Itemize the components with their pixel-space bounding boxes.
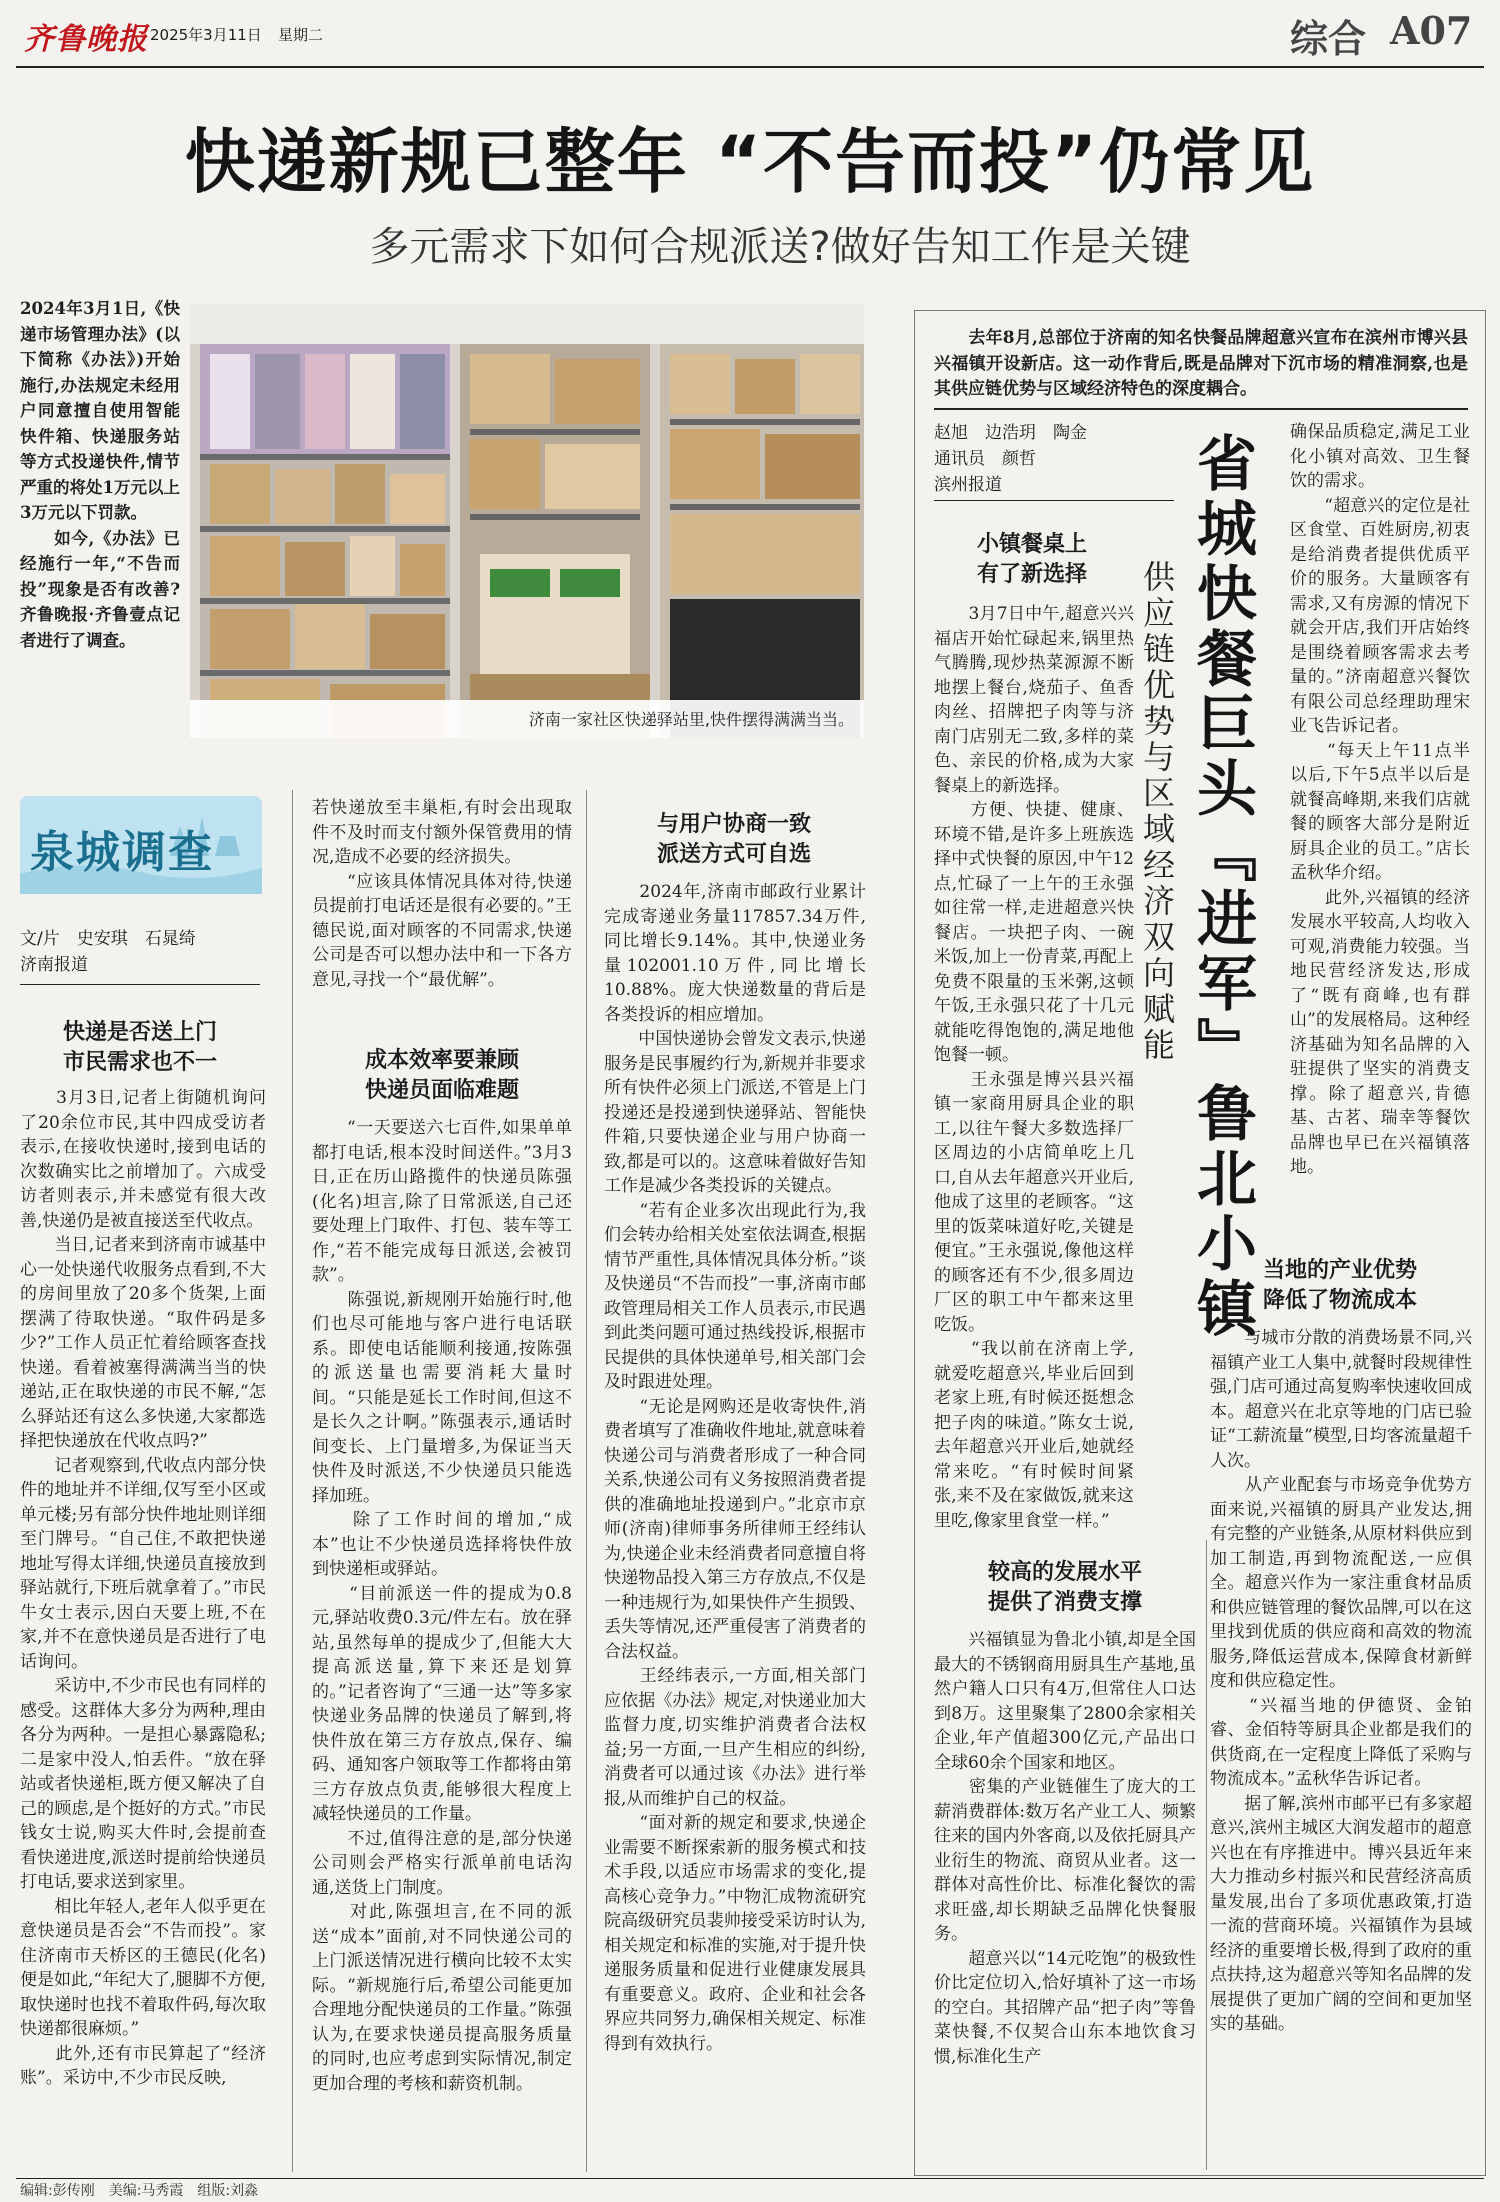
paper-name-logo: 齐鲁晚报 xyxy=(24,22,148,57)
issue-date: 2025年3月11日 xyxy=(150,26,262,44)
page-number: A07 xyxy=(1390,8,1473,53)
article1-column-1: 3月3日,记者上街随机询问了20余位市民,其中四成受访者表示,在接收快递时,接到电话的次数确实比之前增加了。六成受访者则表示,并未感觉有很大改善,快递仍是被直接送至代收点。 当日,记者来到济南市诚基中心一处快递代收服务点看到,不大的房间里放了20多个货架,上面摆满了待取快递。“取件码是多少?”工作人员正忙着给顾客查找快递。看着被塞得满满当当的快递站,正在取快递的市民不解,“怎么驿站还有这么多快递,大家都选择把快递放在代收点吗?” 记者观察到,代收点内部分快件的地址并不详细,仅写至小区或单元楼;另有部分快件地址则详细至门牌号。“自己住,不敢把快递地址写得太详细,快递员直接放到驿站就行,下班后就拿着了。”市民牛女士表示,因白天要上班,不在家,并不在意快递员是否进行了电话询问。 采访中,不少市民也有同样的感受。这群体大多分为两种,理由各分为两种。一是担心暴露隐私;二是家中没人,怕丢件。“放在驿站或者快递柜,既方便又解决了自己的顾虑,是个挺好的方式。”市民钱女士说,购买大件时,会提前查看快递进度,派送时提前给快递员打电话,要求送到家里。 相比年轻人,老年人似乎更在意快递员是否会“不告而投”。家住济南市天桥区的王德民(化名)便是如此,“年纪大了,腿脚不方便,取快递时也找不着取件码,每次取快递都很麻烦。” 此外,还有市民算起了“经济账”。采访中,不少市民反映, xyxy=(20,1088,266,2088)
article1-column-2b: “一天要送六七百件,如果单单都打电话,根本没时间送件。”3月3日,正在历山路揽件的快递员陈强(化名)坦言,除了日常派送,自己还要处理上门取件、打包、装车等工作,“若不能完成每日派送,会被罚款”。 陈强说,新规刚开始施行时,他们也尽可能地与客户进行电话联系。即使电话能顺利接通,按陈强的派送量也需要消耗大量时间。“只能是延长工作时间,但这不是长久之计啊。”陈强表示,通话时间变长、上门量增多,为保证当天快件及时派送,不少快递员只能选择加班。 除了工作时间的增加,“成本”也让不少快递员选择将快件放到快递柜或驿站。 “目前派送一件的提成为0.8元,驿站收费0.3元/件左右。放在驿站,虽然每单的提成少了,但能大大提高派送量,算下来还是划算的。”记者咨询了“三通一达”等多家快递业务品牌的快递员了解到,将快件放在第三方存放点,保存、编码、通知客户领取等工作都将由第三方存放点负责,能够很大程度上减轻快递员的工作量。 不过,值得注意的是,部分快递公司则会严格实行派单前电话沟通,送货上门制度。 对此,陈强坦言,在不同的派送“成本”面前,对不同快递公司的上门派送情况进行横向比较不太实际。“新规施行后,希望公司能更加合理地分配快递员的工作量。”陈强认为,在要求快递员提高服务质量的同时,也应考虑到实际情况,制定更加合理的考核和薪资机制。 xyxy=(312,1118,572,2094)
article2-subheading-3: 当地的产业优势 降低了物流成本 xyxy=(1262,1258,1417,1313)
divider xyxy=(586,790,587,2172)
article2-subheading-1: 小镇餐桌上 有了新选择 xyxy=(976,532,1087,587)
article1-subheading-2: 成本效率要兼顾 快递员面临难题 xyxy=(364,1048,519,1103)
column-logo-text: 泉城调查 xyxy=(30,827,214,878)
divider xyxy=(1206,1540,1207,2170)
article2-byline: 赵旭 边浩玥 陶金 通讯员 颜哲 滨州报道 xyxy=(934,423,1087,495)
article2-headline: 省城快餐巨头『进军』鲁北小镇 xyxy=(1187,432,1257,1342)
article2-column-1b: 兴福镇显为鲁北小镇,却是全国最大的不锈钢商用厨具生产基地,虽然户籍人口只有4万,但常住人口达到8万。这里聚集了2800余家相关企业,年产值超300亿元,产品出口全球60余个国家和地区。 密集的产业链催生了庞大的工薪消费群体:数万名产业工人、频繁往来的国内外客商,以及依托厨具产业衍生的物流、商贸从业者。这一群体对高性价比、标准化餐饮的需求旺盛,却长期缺乏品牌化快餐服务。 超意兴以“14元吃饱”的极致性价比定位切入,恰好填补了这一市场的空白。其招牌产品“把子肉”等鲁菜快餐,不仅契合山东本地饮食习惯,标准化生产 xyxy=(934,1630,1196,2067)
article2-subheading-2: 较高的发展水平 提供了消费支撑 xyxy=(987,1560,1142,1615)
article2-intro: 去年8月,总部位于济南的知名快餐品牌超意兴宣布在滨州市博兴县兴福镇开设新店。这一动作背后,既是品牌对下沉市场的精准洞察,也是其供应链优势与区域经济特色的深度耦合。 xyxy=(934,328,1468,399)
lead-paragraph: 2024年3月1日,《快递市场管理办法》(以下简称《办法》)开始施行,办法规定未经用户同意擅自使用智能快件箱、快递服务站等方式投递快件,情节严重的将处1万元以上3万元以下罚款。 如今,《办法》已经施行一年,“不告而投”现象是否有改善?齐鲁晚报·齐鲁壹点记者进行了调查。 xyxy=(20,299,180,650)
footer-rule xyxy=(16,2178,1484,2179)
main-headline: 快递新规已整年 “不告而投”仍常见 xyxy=(184,121,1316,203)
column-logo xyxy=(20,796,262,894)
article1-byline: 文/片 史安琪 石晁绮 济南报道 xyxy=(20,929,196,975)
subheadline: 多元需求下如何合规派送?做好告知工作是关键 xyxy=(369,224,1191,270)
masthead-rule xyxy=(16,66,1484,68)
section-name: 综合 xyxy=(1290,16,1367,61)
express-station-shelves-illustration xyxy=(190,304,864,738)
article1-subheading-3: 与用户协商一致 派送方式可自选 xyxy=(656,812,811,867)
article2-column-1: 3月7日中午,超意兴兴福店开始忙碌起来,锅里热气腾腾,现炒热菜源源不断地摆上餐台,烧茄子、鱼香肉丝、招牌把子肉等与济南门店别无二致,多样的菜色、亲民的价格,成为大家餐桌上的新选择。 方便、快捷、健康、环境不错,是许多上班族选择中式快餐的原因,中午12点,忙碌了一上午的王永强如往常一样,走进超意兴快餐店。一块把子肉、一碗米饭,加上一份青菜,再配上免费不限量的玉米粥,这顿午饭,王永强只花了十几元就能吃得饱饱的,满足地他饱餐一顿。 王永强是博兴县兴福镇一家商用厨具企业的职工,以往午餐大多数选择厂区周边的小店简单吃上几口,自从去年超意兴开业后,他成了这里的老顾客。“这里的饭菜味道好吃,关键是便宜。”王永强说,像他这样的顾客还有不少,很多周边厂区的职工中午都来这里吃饭。 “我以前在济南上学,就爱吃超意兴,毕业后回到老家上班,有时候还挺想念把子肉的味道。”陈女士说,去年超意兴开业后,她就经常来吃。“有时候时间紧张,来不及在家做饭,就来这里吃,像家里食堂一样。” xyxy=(934,604,1134,1531)
divider xyxy=(292,790,293,2172)
photo-caption: 济南一家社区快递驿站里,快件摆得满满当当。 xyxy=(528,710,854,729)
article2-column-2b: 与城市分散的消费场景不同,兴福镇产业工人集中,就餐时段规律性强,门店可通过高复购率快速收回成本。超意兴在北京等地的门店已验证“工薪流量”模型,日均客流量超千人次。 从产业配套与市场竞争优势方面来说,兴福镇的厨具产业发达,拥有完整的产业链条,从原材料供应到加工制造,再到物流配送,一应俱全。超意兴作为一家注重食材品质和供应链管理的餐饮品牌,可以在这里找到优质的供应商和高效的物流服务,降低运营成本,保障食材新鲜度和供应稳定性。 “兴福当地的伊德贤、金铂睿、金佰特等厨具企业都是我们的供货商,在一定程度上降低了采购与物流成本。”孟秋华告诉记者。 据了解,滨州市邮平已有多家超意兴,滨州主城区大润发超市的超意兴也在有序推进中。博兴县近年来大力推动乡村振兴和民营经济高质量发展,出台了多项优惠政策,打造一流的营商环境。兴福镇作为县域经济的重要增长极,得到了政府的重点扶持,这为超意兴等知名品牌的发展提供了更加广阔的空间和更加坚实的基础。 xyxy=(1210,1328,1472,2034)
news-photo xyxy=(190,304,864,738)
intro-rule xyxy=(934,408,1468,410)
article1-subheading-1: 快递是否送上门 市民需求也不一 xyxy=(62,1020,217,1075)
article2-column-2: 确保品质稳定,满足工业化小镇对高效、卫生餐饮的需求。 “超意兴的定位是社区食堂、百姓厨房,初衷是给消费者提供优质平价的服务。大量顾客有需求,又有房源的情况下就会开店,我们开店始终是围绕着顾客需求去考量的。”济南超意兴餐饮有限公司总经理助理宋业飞告诉记者。 “每天上午11点半以后,下午5点半以后是就餐高峰期,来我们店就餐的顾客大部分是附近厨具企业的员工。”店长孟秋华介绍。 此外,兴福镇的经济发展水平较高,人均收入可观,消费能力较强。当地民营经济发达,形成了“既有商峰,也有群山”的发展格局。这种经济基础为知名品牌的入驻提供了坚实的消费支撑。除了超意兴,肯德基、古茗、瑞幸等餐饮品牌也早已在兴福镇落地。 xyxy=(1290,422,1470,1177)
article2-deck: 供应链优势与区域经济双向赋能 xyxy=(1138,560,1176,1064)
footer-credits: 编辑:彭传刚 美编:马秀霞 组版:刘淼 xyxy=(20,2183,259,2199)
masthead xyxy=(0,0,1500,64)
issue-weekday: 星期二 xyxy=(278,26,324,44)
article1-column-2a: 若快递放至丰巢柜,有时会出现取件不及时而支付额外保管费用的情况,造成不必要的经济损失。 “应该具体情况具体对待,快递员提前打电话还是很有必要的。”王德民说,面对顾客的不同需求,快递公司是否可以想办法中和一下各方意见,寻找一个“最优解”。 xyxy=(312,798,572,990)
article1-column-3: 2024年,济南市邮政行业累计完成寄递业务量117857.34万件,同比增长9.14%。其中,快递业务量102001.10万件,同比增长10.88%。庞大快递数量的背后是各类投诉的相应增加。 中国快递协会曾发文表示,快递服务是民事履约行为,新规并非要求所有快件必须上门派送,不管是上门投递还是投递到快递驿站、智能快件箱,只要快递企业与用户协商一致,都是可以的。这意味着做好告知工作是减少各类投诉的关键点。 “若有企业多次出现此行为,我们会转办给相关处室依法调查,根据情节严重性,具体情况具体分析。”谈及快递员“不告而投”一事,济南市邮政管理局相关工作人员表示,市民遇到此类问题可通过热线投诉,根据市民提供的具体快递单号,相关部门会及时跟进处理。 “无论是网购还是收寄快件,消费者填写了准确收件地址,就意味着快递公司与消费者形成了一种合同关系,快递公司有义务按照消费者提供的准确地址投递到户。”北京市京师(济南)律师事务所律师王经纬认为,快递企业未经消费者同意擅自将快递物品投入第三方存放点,不仅是一种违规行为,如果快件产生损毁、丢失等情况,还严重侵害了消费者的合法权益。 王经纬表示,一方面,相关部门应依据《办法》规定,对快递业加大监督力度,切实维护消费者合法权益;另一方面,一旦产生相应的纠纷,消费者可以通过该《办法》进行举报,从而维护自己的权益。 “面对新的规定和要求,快递企业需要不断探索新的服务模式和技术手段,以适应市场需求的变化,提高核心竞争力。”中物汇成物流研究院高级研究员裴帅接受采访时认为,相关规定和标准的实施,对于提升快递服务质量和促进行业健康发展具有重要意义。政府、企业和社会各界应共同努力,确保相关规定、标准得到有效执行。 xyxy=(604,882,866,2054)
byline-rule xyxy=(934,500,1174,501)
byline-rule xyxy=(20,984,260,985)
